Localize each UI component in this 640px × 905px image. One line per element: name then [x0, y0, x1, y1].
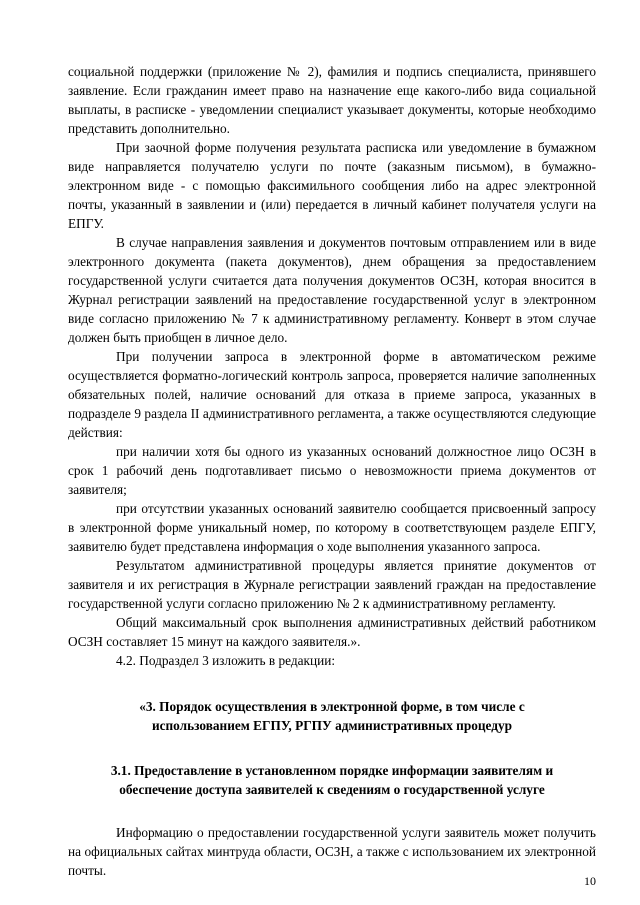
document-page [68, 62, 596, 880]
paragraph-2: При заочной форме получения результата расписка или уведомление в бумажном виде направляется получателю услуги по почте (заказным письмом), в бумажно-электронном виде - с помощью факсимильного сообщения либо на адрес электронной почты, указанный в заявлении и (или) передается в личный кабинет получателя услуги на ЕПГУ. [68, 140, 596, 231]
paragraph-1: социальной поддержки (приложение № 2), фамилия и подпись специалиста, принявшего заявление. Если гражданин имеет право на назначение еще какого-либо вида социальной выплаты, в расписке - уведомлении специалист указывает документы, которые необходимо представить дополнительно. [68, 64, 596, 136]
paragraph-3: В случае направления заявления и документов почтовым отправлением или в виде электронного документа (пакета документов), днем обращения за предоставлением государственной услуги считается дата получения документов ОСЗН, которая вносится в Журнал регистрации заявлений на предоставление государственной услуг в электронном виде согласно приложению № 7 к административному регламенту. Конверт в этом случае должен быть приобщен в личное дело. [68, 235, 596, 345]
paragraph-6: при отсутствии указанных оснований заявителю сообщается присвоенный запросу в электронной форме уникальный номер, по которому в соответствующем разделе ЕПГУ, заявителю будет представлена информация о ходе выполнения указанного запроса. [68, 501, 596, 554]
paragraph-5: при наличии хотя бы одного из указанных оснований должностное лицо ОСЗН в срок 1 рабочий день подготавливает письмо о невозможности приема документов от заявителя; [68, 444, 596, 497]
paragraph-4: При получении запроса в электронной форме в автоматическом режиме осуществляется форматно-логический контроль запроса, проверяется наличие заполненных обязательных полей, наличие оснований для отказа в приеме запроса, указанных в подразделе 9 раздела II административного регламента, а также осуществляются следующие действия: [68, 349, 596, 440]
subsection-heading-3-1 [68, 761, 596, 799]
paragraph-8: Общий максимальный срок выполнения административных действий работником ОСЗН составляет 15 минут на каждого заявителя.». [68, 615, 596, 649]
final-paragraph: Информацию о предоставлении государственной услуги заявитель может получить на официальных сайтах минтруда области, ОСЗН, а также с использованием их электронной почты. [68, 825, 596, 878]
subsection-heading-3-1-line-2: обеспечение доступа заявителей к сведениям о государственной услуге [119, 782, 545, 797]
section-heading-3 [68, 697, 596, 735]
section-heading-3-line-2: использованием ЕГПУ, РГПУ административных процедур [151, 718, 513, 733]
paragraph-9: 4.2. Подраздел 3 изложить в редакции: [116, 653, 336, 668]
section-heading-3-line-1: «3. Порядок осуществления в электронной форме, в том числе с [139, 699, 525, 714]
paragraph-7: Результатом административной процедуры является принятие документов от заявителя и их регистрация в Журнале регистрации заявлений граждан на предоставление государственной услуги согласно приложению № 2 к административному регламенту. [68, 558, 596, 611]
page-number: 10 [584, 874, 596, 888]
subsection-heading-3-1-line-1: 3.1. Предоставление в установленном порядке информации заявителям и [110, 763, 554, 778]
